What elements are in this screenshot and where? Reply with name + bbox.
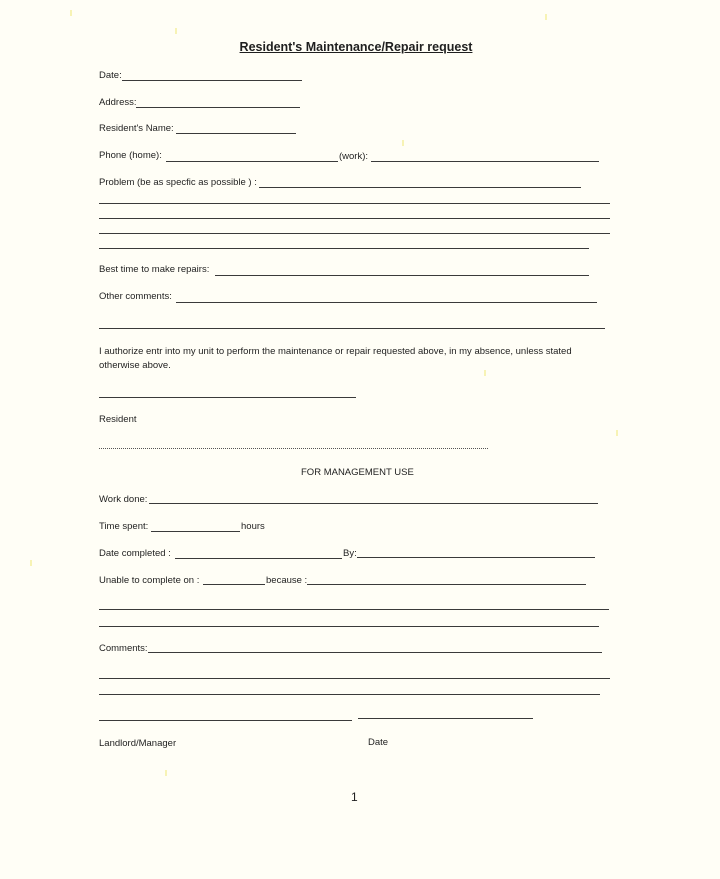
comments-field[interactable]	[148, 652, 602, 653]
scan-speck	[402, 140, 404, 146]
signature-date-field[interactable]	[358, 718, 533, 719]
problem-line[interactable]	[99, 248, 589, 249]
date-field[interactable]	[122, 80, 302, 81]
date-completed-label: Date completed :	[99, 548, 171, 559]
because-field[interactable]	[307, 584, 586, 585]
comments-line[interactable]	[99, 694, 600, 695]
resident-signature-field[interactable]	[99, 397, 356, 398]
problem-label: Problem (be as specfic as possible ) :	[99, 177, 257, 188]
phone-work-field[interactable]	[371, 161, 599, 162]
best-time-label: Best time to make repairs:	[99, 264, 210, 275]
hours-label: hours	[241, 521, 265, 532]
phone-home-field[interactable]	[166, 161, 338, 162]
other-comments-field[interactable]	[176, 302, 597, 303]
problem-line[interactable]	[99, 233, 610, 234]
scan-speck	[484, 370, 486, 376]
resident-name-label: Resident's Name:	[99, 123, 174, 134]
best-time-field[interactable]	[215, 275, 589, 276]
comments-label: Comments:	[99, 643, 148, 654]
problem-line[interactable]	[99, 218, 610, 219]
authorization-text-line2: otherwise above.	[99, 360, 171, 371]
resident-label: Resident	[99, 414, 137, 425]
problem-field[interactable]	[259, 187, 581, 188]
unable-label: Unable to complete on :	[99, 575, 200, 586]
other-comments-label: Other comments:	[99, 291, 172, 302]
address-label: Address:	[99, 97, 137, 108]
page-number: 1	[351, 790, 358, 804]
dotted-separator	[99, 448, 488, 449]
by-field[interactable]	[357, 557, 595, 558]
phone-work-label: (work):	[339, 151, 369, 162]
landlord-label: Landlord/Manager	[99, 738, 177, 749]
date-label: Date:	[99, 70, 122, 81]
scan-speck	[165, 770, 167, 776]
time-spent-label: Time spent:	[99, 521, 149, 532]
management-heading: FOR MANAGEMENT USE	[301, 467, 414, 478]
address-field[interactable]	[136, 107, 300, 108]
problem-line[interactable]	[99, 203, 610, 204]
scan-speck	[616, 430, 618, 436]
comments-line[interactable]	[99, 678, 610, 679]
date-completed-field[interactable]	[175, 558, 342, 559]
landlord-signature-field[interactable]	[99, 720, 352, 721]
phone-home-label: Phone (home):	[99, 150, 162, 161]
scan-speck	[70, 10, 72, 16]
work-done-field[interactable]	[149, 503, 598, 504]
work-done-label: Work done:	[99, 494, 148, 505]
because-line[interactable]	[99, 626, 599, 627]
other-comments-line[interactable]	[99, 328, 605, 329]
authorization-text-line1: I authorize entr into my unit to perform the maintenance or repair requested above, in my absence, unless stated	[99, 346, 572, 357]
form-title: Resident's Maintenance/Repair request	[239, 40, 473, 54]
by-label: By:	[343, 548, 357, 559]
scan-speck	[545, 14, 547, 20]
because-label: because :	[266, 575, 308, 586]
scan-speck	[175, 28, 177, 34]
signature-date-label: Date	[368, 737, 389, 748]
scan-speck	[30, 560, 32, 566]
unable-date-field[interactable]	[203, 584, 265, 585]
time-spent-field[interactable]	[151, 531, 240, 532]
because-line[interactable]	[99, 609, 609, 610]
resident-name-field[interactable]	[176, 133, 296, 134]
